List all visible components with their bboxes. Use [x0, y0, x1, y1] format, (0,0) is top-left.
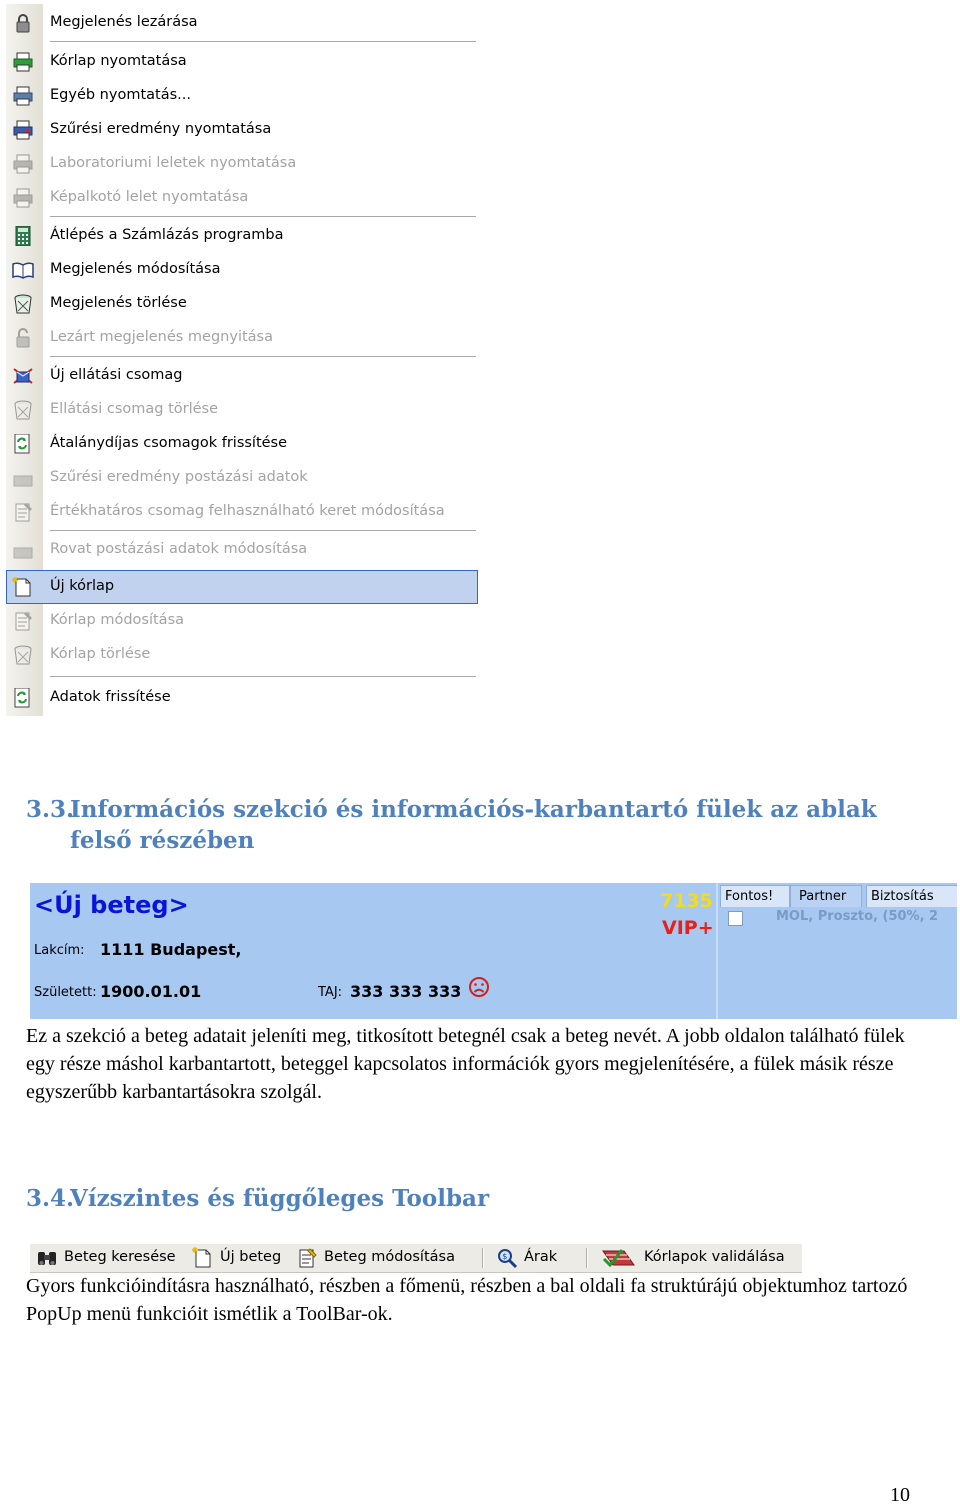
partner-value: MOL, Proszto, (50%, 2	[776, 909, 939, 924]
printer-green-icon	[12, 52, 34, 72]
birth-value: 1900.01.01	[100, 982, 202, 1001]
menu-separator	[50, 676, 476, 678]
menu-item-label: Adatok frissítése	[50, 689, 171, 705]
section-title: Információs szekció és információs-karbantartó fülek az ablak felső részében	[70, 796, 877, 854]
menu-item-label: Értékhatáros csomag felhasználható keret módosítása	[50, 503, 445, 519]
calculator-icon	[12, 226, 34, 246]
page-number: 10	[890, 1484, 910, 1506]
trash-icon	[12, 400, 34, 420]
unlock-icon	[12, 328, 34, 348]
menu-item-korlap-nyomtatasa[interactable]	[6, 45, 478, 79]
patient-info-panel	[30, 883, 957, 1019]
magnifier-icon	[496, 1247, 518, 1269]
info-tabs	[720, 883, 957, 1019]
menu-item-megjelenes-lezarasa[interactable]	[6, 6, 478, 40]
menu-item-egyeb-nyomtatas[interactable]	[6, 79, 478, 113]
section-title: Vízszintes és függőleges Toolbar	[70, 1185, 490, 1212]
menu-item-label: Képalkotó lelet nyomtatása	[50, 189, 249, 205]
menu-item-kepalkoto-lelet-nyomtatasa[interactable]	[6, 181, 478, 215]
birth-label: Született:	[34, 985, 97, 1000]
menu-item-label: Egyéb nyomtatás...	[50, 87, 191, 103]
sad-face-icon	[468, 976, 490, 998]
package-new-icon	[12, 366, 34, 386]
toolbar-button-label: Beteg módosítása	[324, 1249, 455, 1265]
edit-document-icon	[12, 611, 34, 631]
menu-separator	[50, 41, 476, 43]
binoculars-icon	[36, 1247, 58, 1269]
svg-text:$: $	[502, 1252, 508, 1261]
address-value: 1111 Budapest,	[100, 940, 242, 959]
menu-item-label: Átalánydíjas csomagok frissítése	[50, 435, 288, 451]
menu-item-label: Kórlap törlése	[50, 646, 151, 662]
printer-icon	[12, 154, 34, 174]
new-document-icon	[12, 577, 34, 597]
menu-item-label: Kórlap nyomtatása	[50, 53, 187, 69]
taj-label: TAJ:	[318, 985, 343, 1000]
menu-item-label: Átlépés a Számlázás programba	[50, 227, 284, 243]
context-menu	[6, 4, 478, 716]
lock-icon	[12, 13, 34, 33]
menu-item-atlepes-szamlazas[interactable]	[6, 219, 478, 253]
printer-icon	[12, 188, 34, 208]
toolbar-button-label: Új beteg	[220, 1249, 282, 1265]
printer-red-icon	[12, 120, 34, 140]
menu-item-szuresi-eredmeny-postazasi-adatok[interactable]	[6, 461, 478, 495]
menu-item-label: Kórlap módosítása	[50, 612, 185, 628]
menu-item-label: Szűrési eredmény nyomtatása	[50, 121, 272, 137]
menu-item-atalanydijas-csomagok-frissitese[interactable]	[6, 427, 478, 461]
tab-biztositas[interactable]: Biztosítás	[866, 885, 957, 907]
menu-item-adatok-frissitese[interactable]	[6, 681, 478, 715]
patient-name: <Új beteg>	[34, 891, 189, 919]
menu-separator	[50, 356, 476, 358]
menu-item-ertekhataros-csomag-keret-modositasa[interactable]	[6, 495, 478, 529]
menu-item-label: Szűrési eredmény postázási adatok	[50, 469, 308, 485]
edit-document-icon	[296, 1247, 318, 1269]
edit-document-icon	[12, 502, 34, 522]
menu-item-uj-korlap[interactable]	[6, 570, 478, 604]
menu-item-laboratoriumi-leletek-nyomtatasa[interactable]	[6, 147, 478, 181]
menu-item-ellatasi-csomag-torlese[interactable]	[6, 393, 478, 427]
refresh-icon	[12, 434, 34, 454]
toolbar-button-label: Beteg keresése	[64, 1249, 176, 1265]
trash-icon	[12, 294, 34, 314]
patient-code: 7135	[660, 890, 713, 912]
menu-item-uj-ellatasi-csomag[interactable]	[6, 359, 478, 393]
section-heading-3-4	[26, 1183, 926, 1215]
menu-item-korlap-torlese[interactable]	[6, 638, 478, 672]
refresh-icon	[12, 688, 34, 708]
menu-item-label: Megjelenés törlése	[50, 295, 187, 311]
validate-icon	[600, 1247, 640, 1269]
menu-item-label: Rovat postázási adatok módosítása	[50, 541, 308, 557]
paragraph-toolbar-section: Gyors funkcióindításra használható, részben a főmenü, részben a bal oldali fa struktúrájú objektumhoz tartozó PopUp menü funkcióit ismétlik a ToolBar-ok.	[26, 1275, 908, 1325]
menu-item-label: Új kórlap	[50, 578, 115, 594]
menu-item-label: Új ellátási csomag	[50, 367, 183, 383]
menu-item-megjelenes-torlese[interactable]	[6, 287, 478, 321]
menu-item-label: Megjelenés módosítása	[50, 261, 221, 277]
menu-item-korlap-modositasa[interactable]	[6, 604, 478, 638]
toolbar-separator	[482, 1248, 484, 1268]
panel-divider	[716, 883, 718, 1019]
menu-separator	[50, 216, 476, 218]
taj-value: 333 333 333	[350, 982, 462, 1001]
tab-fontos[interactable]: Fontos!	[720, 885, 790, 907]
menu-item-megjelenes-modositasa[interactable]	[6, 253, 478, 287]
paragraph-info-section: Ez a szekció a beteg adatait jeleníti meg, titkosított betegnél csak a beteg nevét. A jobb oldalon található fülek egy része máshol karbantartott, beteggel kapcsolatos információk gyors megjelenítésére, a fülek másik része egyszerűbb karbantartásokra szolgál.	[26, 1025, 905, 1103]
envelope-icon	[12, 540, 34, 560]
toolbar-button-label: Árak	[524, 1249, 558, 1265]
open-book-icon	[12, 260, 34, 280]
menu-item-label: Ellátási csomag törlése	[50, 401, 219, 417]
menu-item-szuresi-eredmeny-nyomtatasa[interactable]	[6, 113, 478, 147]
address-label: Lakcím:	[34, 943, 85, 958]
section-number: 3.3.	[26, 796, 75, 823]
patient-info-main	[30, 883, 716, 1019]
menu-item-rovat-postazasi-adatok-modositasa[interactable]	[6, 533, 478, 567]
envelope-icon	[12, 468, 34, 488]
trash-icon	[12, 645, 34, 665]
partner-checkbox[interactable]	[728, 911, 743, 926]
toolbar-button-label: Kórlapok validálása	[644, 1249, 785, 1265]
new-document-icon	[192, 1247, 214, 1269]
section-number: 3.4.	[26, 1185, 75, 1212]
printer-icon	[12, 86, 34, 106]
menu-item-label: Megjelenés lezárása	[50, 14, 198, 30]
menu-item-label: Laboratoriumi leletek nyomtatása	[50, 155, 297, 171]
tab-partner[interactable]: Partner	[790, 885, 862, 907]
menu-separator	[50, 530, 476, 532]
menu-item-lezart-megjelenes-megnyitasa[interactable]	[6, 321, 478, 355]
menu-item-label: Lezárt megjelenés megnyitása	[50, 329, 273, 345]
section-heading-3-3	[26, 794, 926, 858]
vip-badge: VIP+	[662, 917, 714, 939]
toolbar-separator	[586, 1248, 588, 1268]
horizontal-toolbar	[30, 1244, 802, 1273]
